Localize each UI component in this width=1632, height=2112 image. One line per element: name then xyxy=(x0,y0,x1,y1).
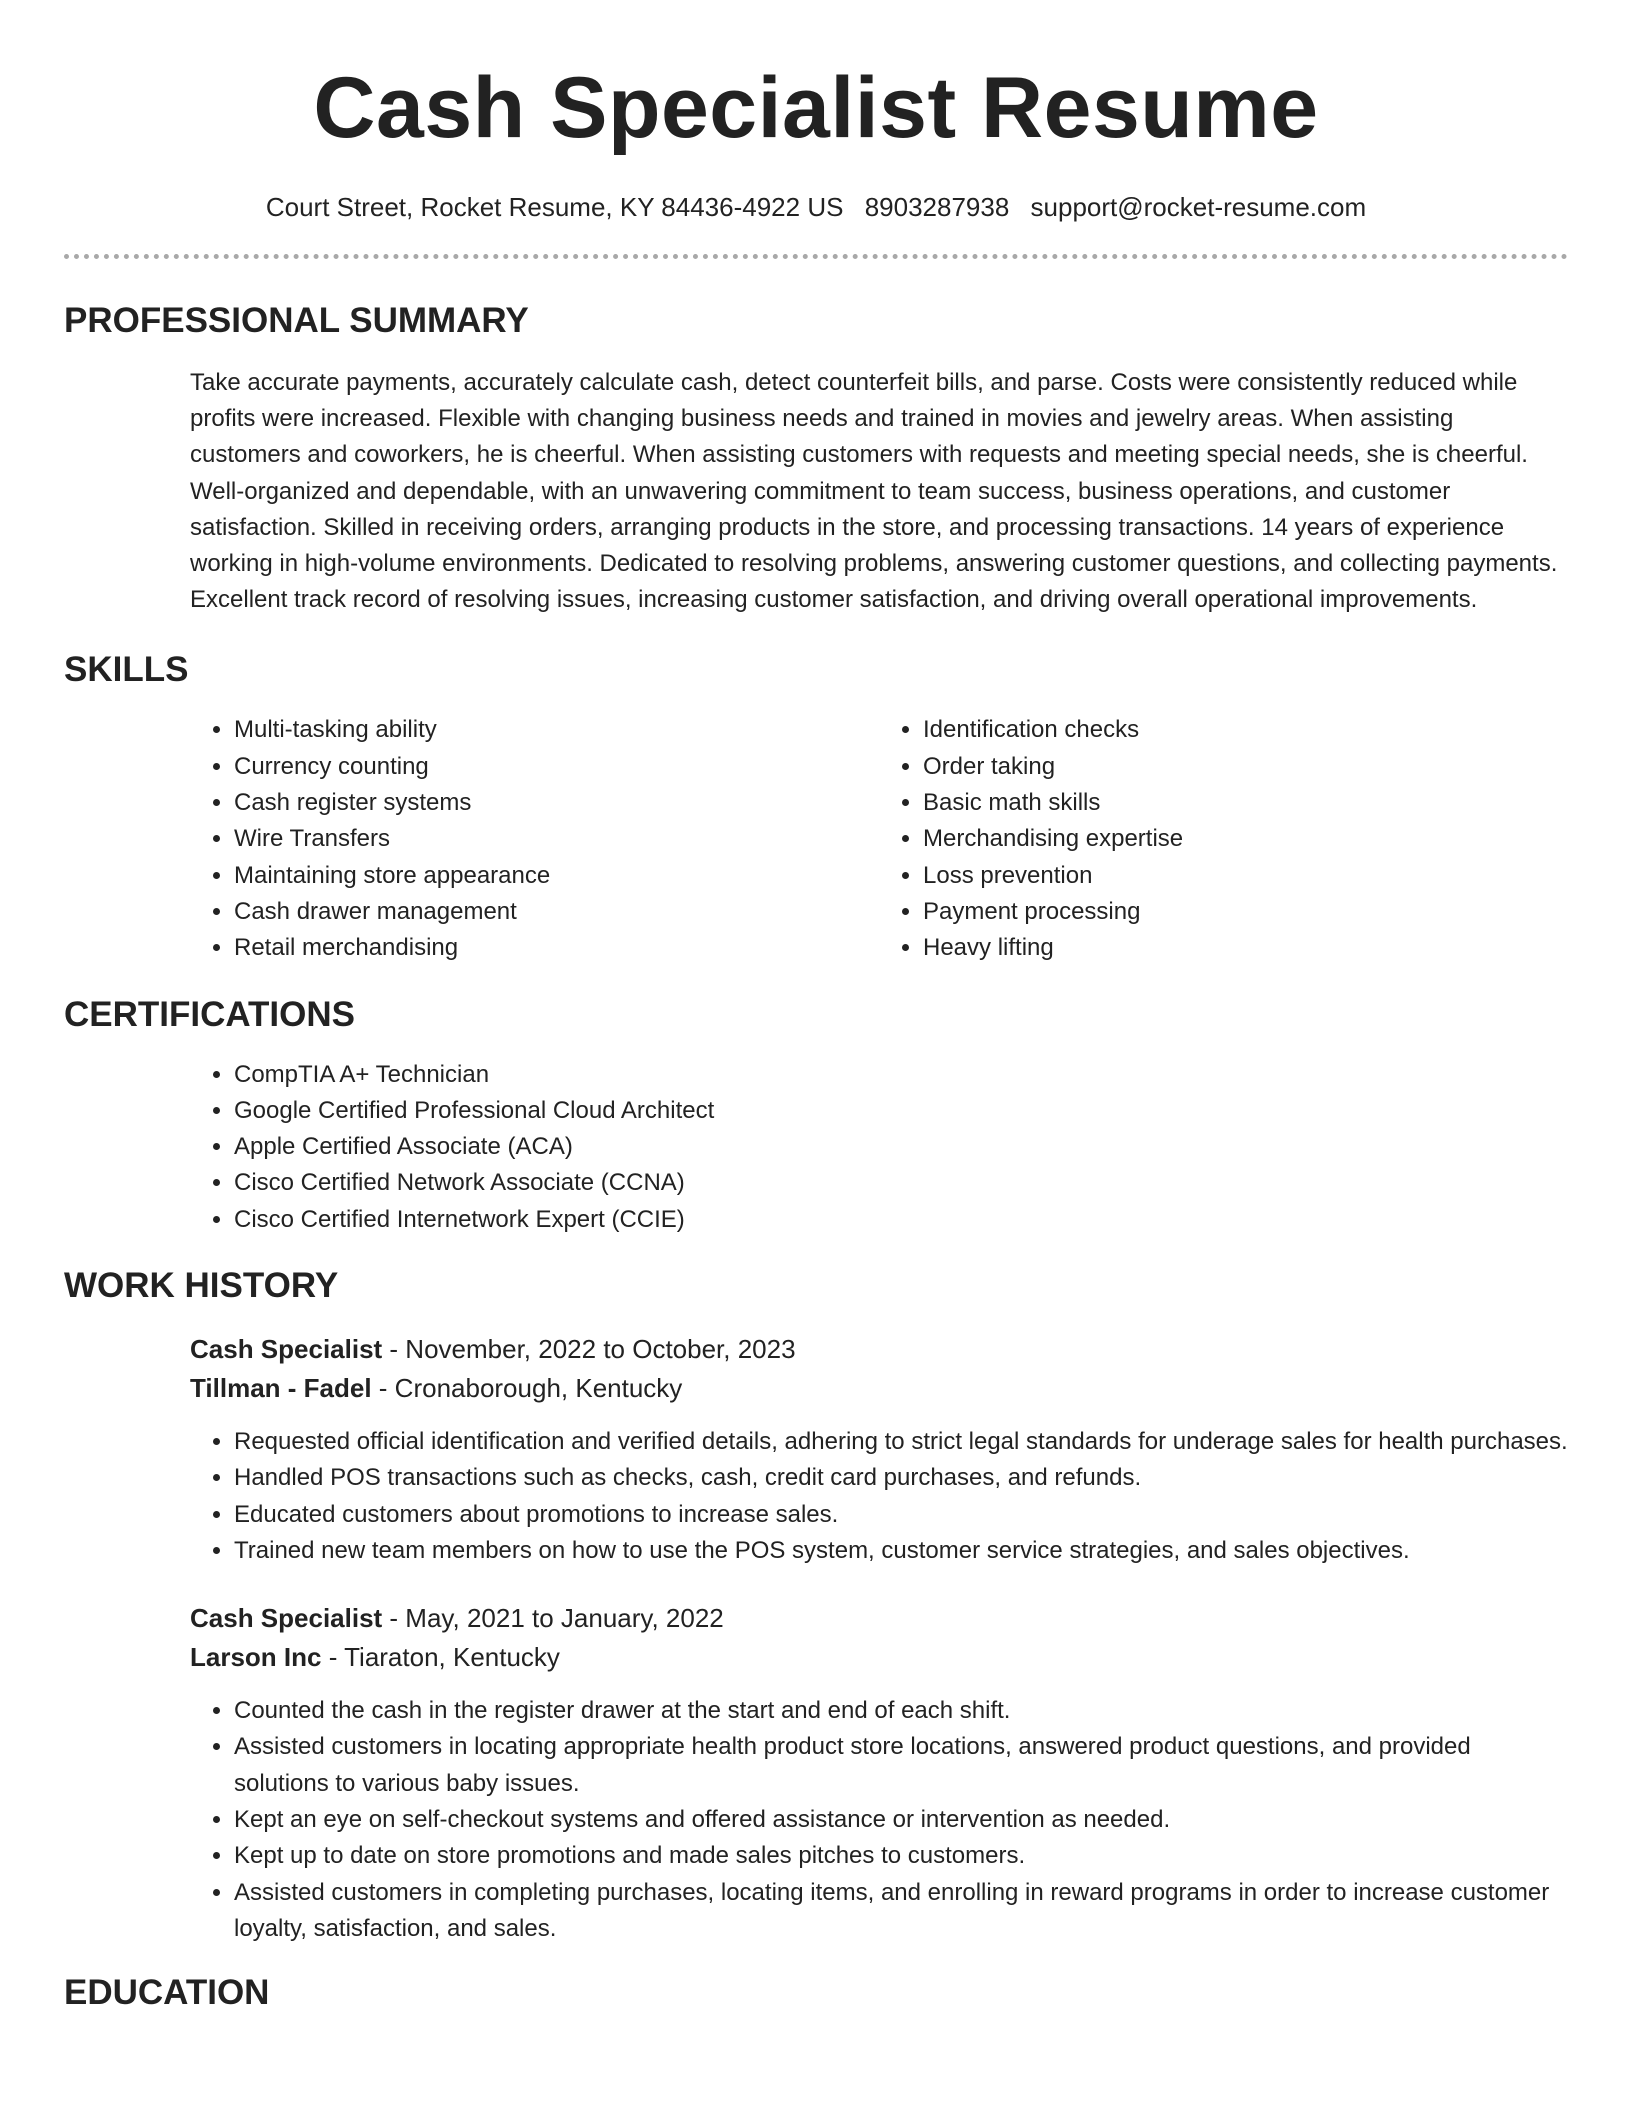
skill-item: • Payment processing xyxy=(923,894,1568,930)
job-title: Cash Specialist xyxy=(190,1333,383,1364)
job-duty: • Kept an eye on self-checkout systems and offered assistance or intervention as needed. xyxy=(234,1802,1568,1838)
certification-item: • Apple Certified Associate (ACA) xyxy=(234,1129,1568,1165)
job-duty: • Assisted customers in locating appropriate health product store locations, answered product questions, and provided solutions to various baby issues. xyxy=(234,1729,1568,1802)
contact-address: Court Street, Rocket Resume, KY 84436-4922 US xyxy=(265,192,844,222)
job-duty: • Requested official identification and verified details, adhering to strict legal standards for underage sales for health purchases. xyxy=(234,1424,1568,1460)
skills-column-left xyxy=(190,712,879,966)
certification-item: • CompTIA A+ Technician xyxy=(234,1057,1568,1093)
contact-line xyxy=(64,190,1568,224)
job-duty: • Educated customers about promotions to increase sales. xyxy=(234,1497,1568,1533)
job-company: Larson Inc xyxy=(190,1642,322,1673)
certification-item: • Cisco Certified Network Associate (CCNA) xyxy=(234,1165,1568,1201)
skill-item: • Order taking xyxy=(923,749,1568,785)
skill-item: • Currency counting xyxy=(234,749,879,785)
job-duty: • Trained new team members on how to use the POS system, customer service strategies, and sales objectives. xyxy=(234,1533,1568,1569)
work-history-heading: WORK HISTORY xyxy=(64,1265,339,1305)
certification-item: • Cisco Certified Internetwork Expert (CCIE) xyxy=(234,1202,1568,1238)
skill-item: • Cash register systems xyxy=(234,785,879,821)
summary-text: Take accurate payments, accurately calculate cash, detect counterfeit bills, and parse. Costs were consistently reduced while profits were increased. Flexible with changing business needs and trained in movies and jewelry areas. When assisting customers and coworkers, he is cheerful. When assisting customers with requests and meeting special needs, she is cheerful. Well-organized and dependable, with an unwavering commitment to team success, business operations, and customer satisfaction. Skilled in receiving orders, arranging products in the store, and processing transactions. 14 years of experience working in high-volume environments. Dedicated to resolving problems, answering customer questions, and collecting payments. Excellent track record of resolving issues, increasing customer satisfaction, and driving overall operational improvements. xyxy=(190,369,1558,614)
education-heading: EDUCATION xyxy=(64,1973,270,2013)
job-title: Cash Specialist xyxy=(190,1603,383,1634)
job-duty: • Handled POS transactions such as checks, cash, credit card purchases, and refunds. xyxy=(234,1460,1568,1496)
summary-heading: PROFESSIONAL SUMMARY xyxy=(64,301,529,340)
certification-item: • Google Certified Professional Cloud Architect xyxy=(234,1093,1568,1129)
skill-item: • Basic math skills xyxy=(923,785,1568,821)
skill-item: • Wire Transfers xyxy=(234,821,879,857)
certifications-list xyxy=(190,1057,1568,1238)
certifications-heading: CERTIFICATIONS xyxy=(64,994,356,1034)
skills-heading: SKILLS xyxy=(64,650,189,690)
skill-item: • Retail merchandising xyxy=(234,930,879,966)
job-location: - Cronaborough, Kentucky xyxy=(371,1372,683,1403)
job-duty: • Kept up to date on store promotions and made sales pitches to customers. xyxy=(234,1838,1568,1874)
resume-title: Cash Specialist Resume xyxy=(313,60,1319,156)
job-entry xyxy=(190,1330,1568,1569)
skill-item: • Cash drawer management xyxy=(234,894,879,930)
job-title-line xyxy=(190,1599,1568,1638)
job-duty: • Assisted customers in completing purchases, locating items, and enrolling in reward programs in order to increase customer loyalty, satisfaction, and sales. xyxy=(234,1875,1568,1948)
skill-item: • Identification checks xyxy=(923,712,1568,748)
skills-column-right xyxy=(879,712,1568,966)
skill-item: • Loss prevention xyxy=(923,858,1568,894)
job-duties-list xyxy=(190,1693,1568,1947)
job-entry xyxy=(190,1599,1568,1947)
job-company-line xyxy=(190,1369,1568,1408)
job-company: Tillman - Fadel xyxy=(190,1372,372,1403)
skill-item: • Heavy lifting xyxy=(923,930,1568,966)
job-title-line xyxy=(190,1330,1568,1369)
job-company-line xyxy=(190,1638,1568,1677)
header-divider xyxy=(64,254,1568,259)
skill-item: • Merchandising expertise xyxy=(923,821,1568,857)
contact-phone: 8903287938 xyxy=(864,192,1010,222)
skills-list xyxy=(190,712,1568,966)
job-dates: - November, 2022 to October, 2023 xyxy=(382,1333,796,1364)
job-location: - Tiaraton, Kentucky xyxy=(321,1642,560,1673)
job-duties-list xyxy=(190,1424,1568,1569)
job-duty: • Counted the cash in the register drawer at the start and end of each shift. xyxy=(234,1693,1568,1729)
resume-page xyxy=(64,0,1568,2015)
skill-item: • Multi-tasking ability xyxy=(234,712,879,748)
job-dates: - May, 2021 to January, 2022 xyxy=(382,1603,724,1634)
skill-item: • Maintaining store appearance xyxy=(234,858,879,894)
contact-email: support@rocket-resume.com xyxy=(1030,192,1367,222)
